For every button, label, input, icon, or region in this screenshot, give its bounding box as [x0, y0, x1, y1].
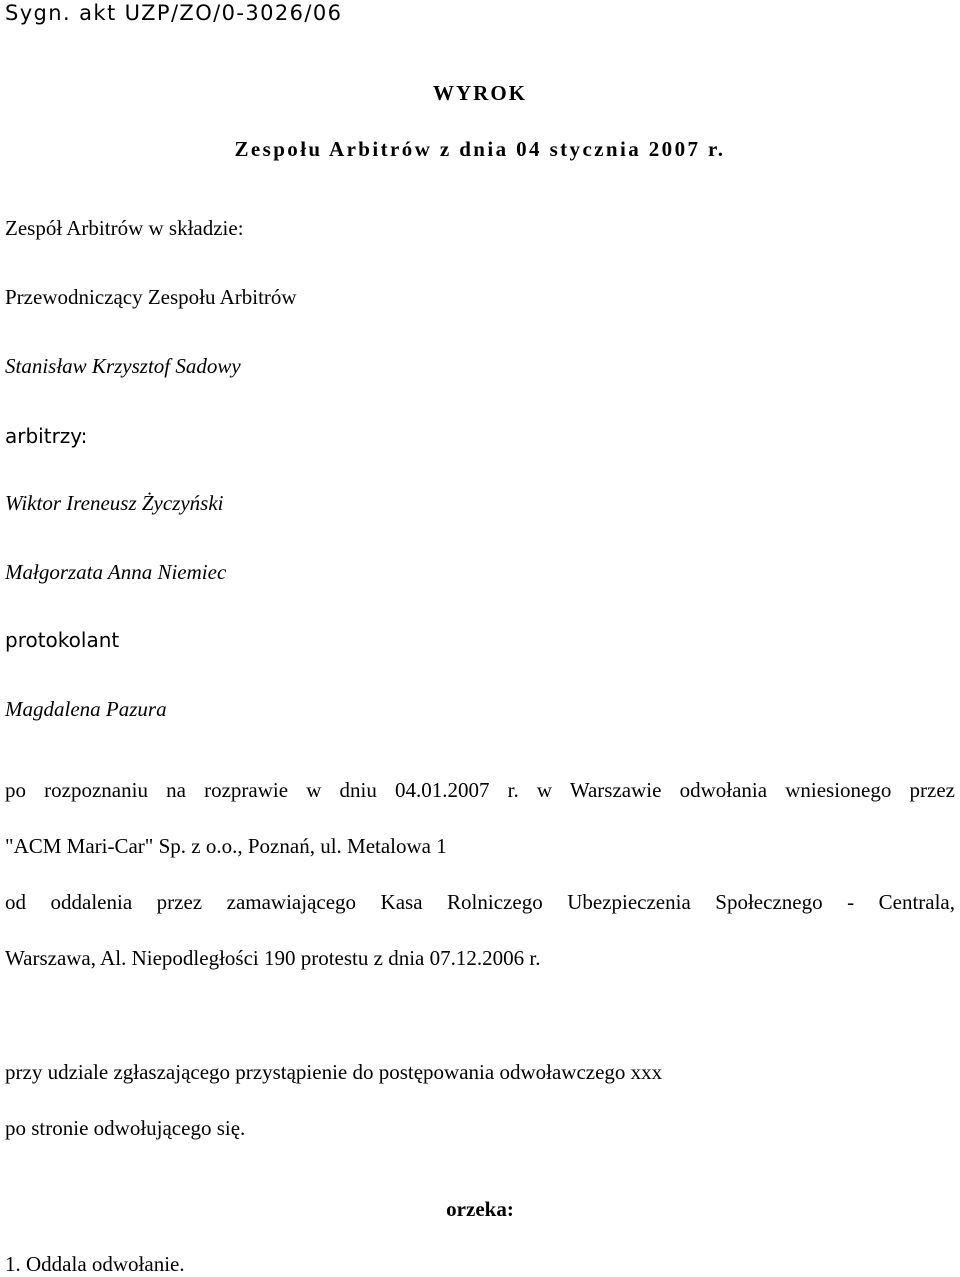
arbitrator-name-1: Wiktor Ireneusz Życzyński: [5, 491, 224, 515]
paragraph-1-line-3: od oddalenia przez zamawiającego Kasa Rolniczego Ubezpieczenia Społecznego - Centrala,: [5, 890, 955, 914]
clerk-name: Magdalena Pazura: [5, 697, 167, 721]
clerk-label: protokolant: [5, 628, 120, 652]
paragraph-1-line-2: "ACM Mari-Car" Sp. z o.o., Poznań, ul. Metalowa 1: [5, 834, 447, 858]
case-signature: Sygn. akt UZP/ZO/0-3026/06: [5, 1, 343, 25]
paragraph-1-line-4: Warszawa, Al. Niepodległości 190 protestu z dnia 07.12.2006 r.: [5, 946, 541, 970]
paragraph-1-line-1: po rozpoznaniu na rozprawie w dniu 04.01.2007 r. w Warszawie odwołania wniesionego przez: [5, 778, 955, 802]
ruling-heading: orzeka:: [446, 1197, 514, 1221]
ruling-item-1: 1. Oddala odwołanie.: [5, 1252, 185, 1276]
paragraph-2-line-2: po stronie odwołującego się.: [5, 1116, 246, 1140]
chair-name: Stanisław Krzysztof Sadowy: [5, 354, 241, 378]
document-subtitle: Zespołu Arbitrów z dnia 04 stycznia 2007 r.: [234, 137, 726, 161]
paragraph-2-line-1: przy udziale zgłaszającego przystąpienie do postępowania odwoławczego xxx: [5, 1060, 663, 1084]
arbitrators-label: arbitrzy:: [5, 424, 88, 448]
chair-label: Przewodniczący Zespołu Arbitrów: [5, 285, 297, 309]
arbitrator-name-2: Małgorzata Anna Niemiec: [5, 560, 227, 584]
panel-intro: Zespół Arbitrów w składzie:: [5, 216, 244, 240]
document-title: WYROK: [433, 81, 527, 105]
